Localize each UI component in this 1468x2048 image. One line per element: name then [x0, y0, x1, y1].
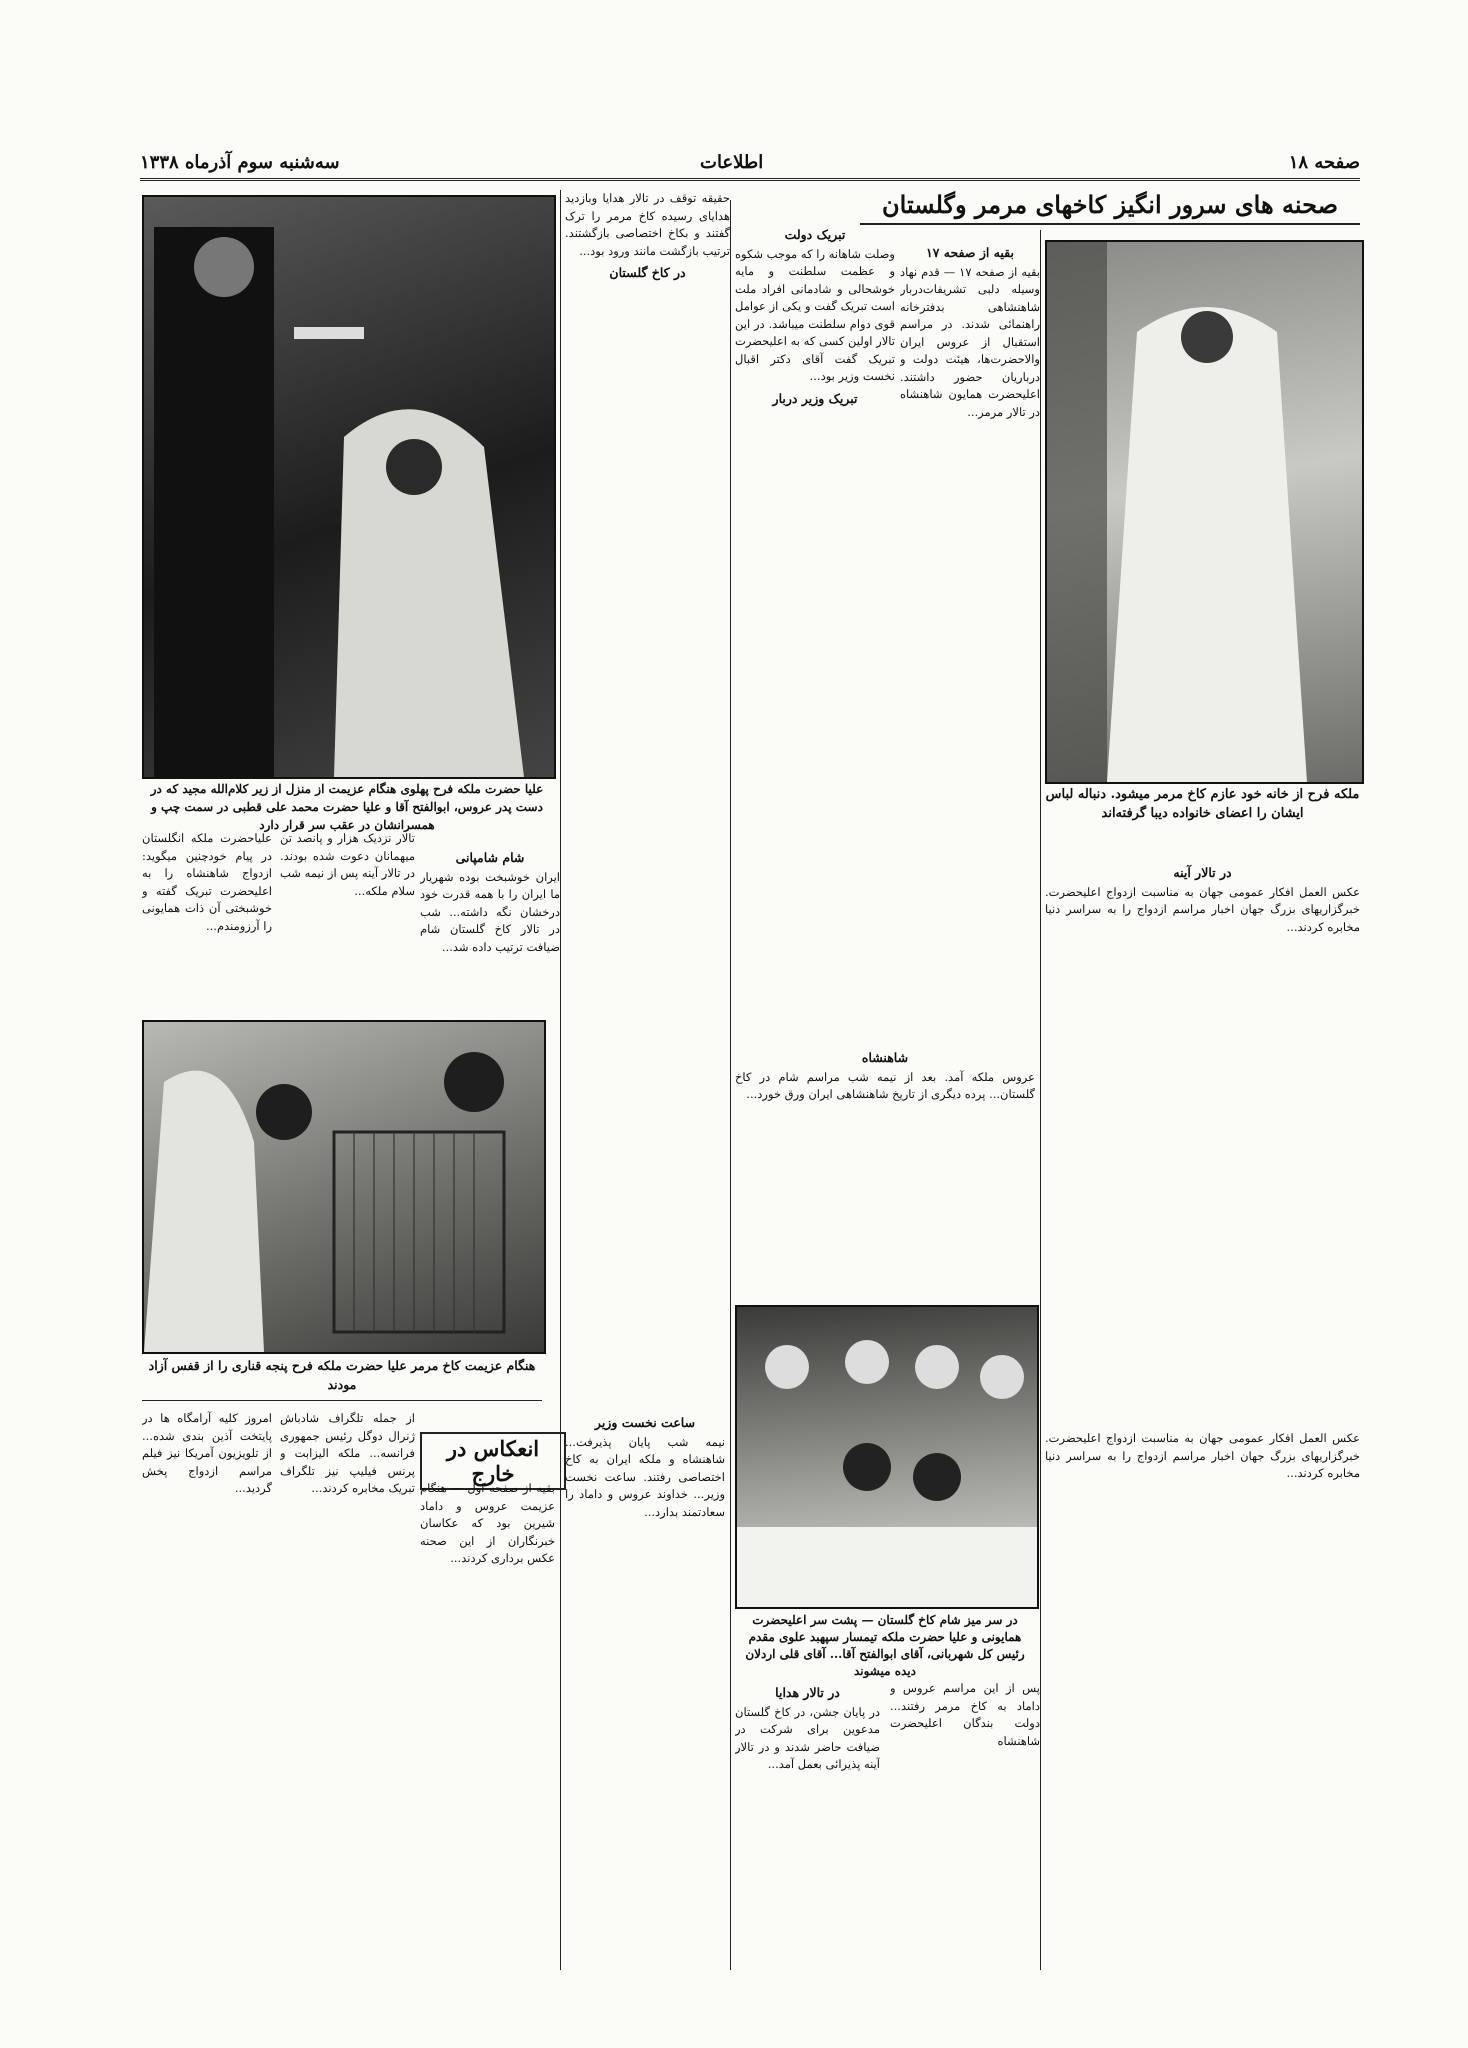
- issue-date: سه‌شنبه سوم آذرماه ۱۳۳۸: [140, 152, 340, 173]
- article-column-2: [735, 222, 895, 1042]
- article-column-mid-3: [735, 1045, 1035, 1295]
- article-column-bot-5: [735, 1680, 880, 1970]
- canaries-cage-photo: [142, 1020, 546, 1354]
- col-bot4-text: نیمه شب پایان پذیرفت... شاهنشاه و ملکه ایران به کاخ اختصاصی رفتند. ساعت نخست وزیر... خداوند عروس و داماد را سعادتمند بدارد...: [565, 1434, 725, 1519]
- photo-caption-canaries: هنگام عزیمت کاخ مرمر علیا حضرت ملکه فرح پنجه قناری را از قفس آزاد مودند: [148, 1358, 536, 1392]
- subhead-shahanshah: شاهنشاه: [861, 1050, 909, 1065]
- col-bot5-text: در پایان جشن، در کاخ گلستان مدعوین برای شرکت در ضیافت حاضر شدند و در تالار آینه پذیرائی بعمل آمد...: [735, 1704, 880, 1771]
- col-bot3-text: بقیه از صفحه اول — هنگام عزیمت عروس و داماد شیرین بود که عکاسان خبرنگاران از این صحنه عکس برداری کردند...: [420, 1481, 555, 1565]
- col-bot2-text: از جمله تلگراف شادباش ژنرال دوگل رئیس جمهوری فرانسه... ملکه الیزابت و پرنس فیلیپ نیز تلگراف تبریک مخابره کردند...: [280, 1411, 415, 1495]
- article-column-bot-2: [280, 1410, 415, 1970]
- subhead-champagne: شام شامپانی: [455, 850, 525, 865]
- column-rule: [142, 1400, 542, 1401]
- subhead-continued: بقیه از صفحه ۱۷: [926, 245, 1014, 260]
- article-column-bot-3: [420, 1480, 555, 1970]
- col-mid5-text: عکس العمل افکار عمومی جهان به مناسبت ازدواج اعلیحضرت. خبرگزاریهای بزرگ جهان اخبار مراسم ازدواج را به سراسر دنیا مخابره کردند...: [1045, 884, 1360, 934]
- col-mid4-text: ایران خوشبخت بوده شهریار ما ایران را با همه قدرت خود درخشان نگه داشته... شب در تالار کاخ گلستان شام ضیافت ترتیب داده شد...: [420, 869, 560, 954]
- article-column-bot-6: [890, 1680, 1040, 1970]
- photo-caption-dinner: در سر میز شام کاخ گلستان — پشت سر اعلیحضرت همایونی و علیا حضرت ملکه تیمسار سپهبد علوی مقدم رئیس کل شهربانی، آقای ابوالفتح آقا... آقای قلی اردلان دیده میشوند: [745, 1613, 1025, 1678]
- photo-caption-koran: علیا حضرت ملکه فرح پهلوی هنگام عزیمت از منزل از زیر کلام‌الله مجید که در دست پدر عروس، ابوالفتح آقا و علیا حضرت محمد علی قطبی در سمت چپ و همسرانشان در عقب سر قرار دارد: [150, 782, 544, 832]
- masthead: [140, 152, 1360, 181]
- abroad-headline: انعکاس در خارج: [420, 1432, 566, 1490]
- article-column-3: [565, 190, 730, 1030]
- col-bot6-text: پس از این مراسم عروس و داماد به کاخ مرمر رفتند... دولت بندگان اعلیحضرت شاهنشاه: [890, 1681, 1040, 1748]
- subhead-minister: تبریک وزیر دربار: [772, 390, 858, 406]
- paper-name: اطلاعات: [700, 152, 764, 173]
- col-mid3-text: عروس ملکه آمد. بعد از نیمه شب مراسم شام در کاخ گلستان... پرده دیگری از تاریخ شاهنشاهی ایران ورق خورد...: [735, 1069, 1035, 1101]
- col1-text: بقیه از صفحه ۱۷ — قدم نهاد وسیله دلبی تشریفات‌دربار شاهنشاهی بدفترخانه راهنمائی شدند. در مراسم استقبال از عروس ایران والاحضرت‌ها، هیئت دولت و درباریان حضور داشتند. اعلیحضرت همایون شاهنشاه در تالار مرمر...: [900, 264, 1040, 419]
- subhead-gifts: در تالار هدایا: [775, 1685, 840, 1700]
- column-rule: [560, 190, 561, 1970]
- gulistan-dinner-photo: [735, 1305, 1039, 1609]
- col-mid2-text: تالار نزدیک هزار و پانصد تن میهمانان دعوت شده بودند. در تالار آینه پس از نیمه شب سلام ملکه...: [280, 831, 415, 898]
- bride-leaving-home-photo: [1045, 240, 1364, 784]
- bride-koran-photo: [142, 195, 556, 779]
- article-column-mid-5: [1045, 860, 1360, 1420]
- col3-text: حقیقه توقف در تالار هدایا وبازدید هدایای رسیده کاخ مرمر را ترک گفتند و بکاخ اختصاصی بازگشتند. ترتیب بازگشت مانند ورود بود...: [565, 191, 730, 258]
- col-bot7-text: عکس العمل افکار عمومی جهان به مناسبت ازدواج اعلیحضرت. خبرگزاریهای بزرگ جهان اخبار مراسم ازدواج را به سراسر دنیا مخابره کردند...: [1045, 1431, 1360, 1480]
- col-bot1-text: امروز کلیه آرامگاه ها در پایتخت آذین بندی شده... از تلویزیون آمریکا نیز فیلم مراسم ازدواج پخش گردید...: [142, 1411, 272, 1495]
- photo-caption-bride-train: ملکه فرح از خانه خود عازم کاخ مرمر میشود. دنباله لباس ایشان را اعضای خانواده دیبا گرفته‌اند: [1045, 787, 1360, 821]
- page-number: صفحه ۱۸: [1288, 152, 1360, 173]
- col2-text: وصلت شاهانه را که موجب شکوه و عظمت سلطنت و مایه خوشحالی و شادمانی افراد ملت است تبریک گفت و یکی از عوامل قوی دوام سلطنت میباشد. در این تالار اولین کسی که به اعلیحضرت تبریک گفت آقای دکتر اقبال نخست وزیر بود...: [735, 246, 895, 383]
- article-column-bot-1: [142, 1410, 272, 1970]
- subhead-gulistan: در کاخ گلستان: [609, 265, 686, 280]
- column-rule: [1040, 230, 1041, 1970]
- article-column-mid-2: [280, 830, 415, 1010]
- article-column-mid-1: [142, 830, 272, 1010]
- article-column-bot-7: [1045, 1430, 1360, 1970]
- col-mid1-text: علیاحضرت ملکه انگلستان در پیام خودچنین میگوید: ازدواج شاهنشاه را به اعلیحضرت تبریک گفته و خوشبختی آن ذات همایونی را آرزومندم...: [142, 831, 272, 933]
- article-column-bot-4: [565, 1410, 725, 1970]
- article-column-1: [900, 240, 1040, 1010]
- column-rule: [730, 200, 731, 1970]
- subhead-ayeneh: در تالار آینه: [1173, 865, 1232, 880]
- subhead-pm: ساعت نخست وزیر: [594, 1415, 696, 1430]
- main-headline: صحنه های سرور انگیز کاخهای مرمر وگلستان: [860, 190, 1360, 225]
- subhead-state: تبریک دولت: [784, 227, 846, 242]
